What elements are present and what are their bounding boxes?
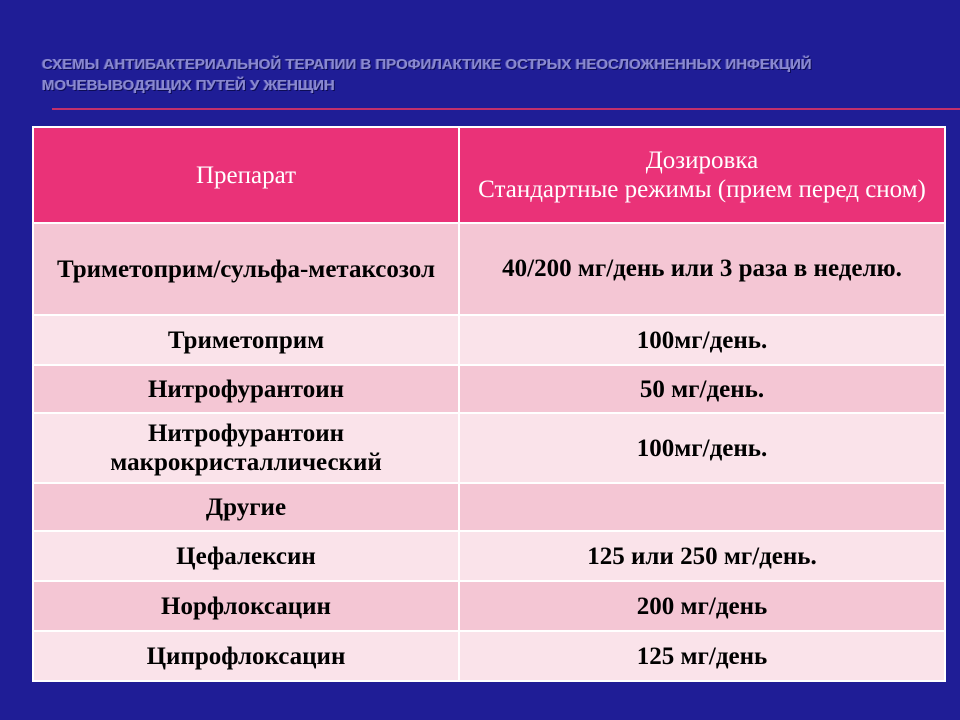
dose-cell [459,483,945,531]
table-row [33,531,945,581]
column-header-dose [459,127,945,223]
drug-cell: Триметоприм/сульфа-метаксозол [33,223,459,315]
drug-cell: Норфлоксацин [33,581,459,631]
dose-cell: 125 мг/день [459,631,945,681]
table-row [33,223,945,315]
dose-cell: 100мг/день. [459,315,945,365]
drug-cell: Нитрофурантоин [33,365,459,413]
dose-cell [459,223,945,315]
drug-cell: Ципрофлоксацин [33,631,459,681]
regimen-table [32,126,946,682]
drug-cell: Другие [33,483,459,531]
dose-header-title: Дозировка [645,147,759,174]
table-row [33,315,945,365]
table-row [33,413,945,483]
column-header-drug: Препарат [33,127,459,223]
dose-cell: 200 мг/день [459,581,945,631]
dose-cell: 100мг/день. [459,413,945,483]
drug-cell: Цефалексин [33,531,459,581]
table-row [33,631,945,681]
table-row [33,581,945,631]
dose-cell: 50 мг/день. [459,365,945,413]
table-row [33,483,945,531]
drug-cell: Триметоприм [33,315,459,365]
dose-header-subtitle: Стандартные режимы (прием перед сном) [478,176,926,203]
title-divider [52,108,960,110]
drug-cell: Нитрофурантоин макрокристаллический [33,413,459,483]
dose-cell: 125 или 250 мг/день. [459,531,945,581]
dose-text: 40/200 мг/день или 3 раза в неделю. [502,255,902,282]
table-row [33,365,945,413]
slide-title: СХЕМЫ АНТИБАКТЕРИАЛЬНОЙ ТЕРАПИИ В ПРОФИЛАКТИКЕ ОСТРЫХ НЕОСЛОЖНЕННЫХ ИНФЕКЦИЙ МОЧЕВЫВОДЯЩИХ ПУТЕЙ У ЖЕНЩИН [42,56,812,94]
table-header-row [33,127,945,223]
